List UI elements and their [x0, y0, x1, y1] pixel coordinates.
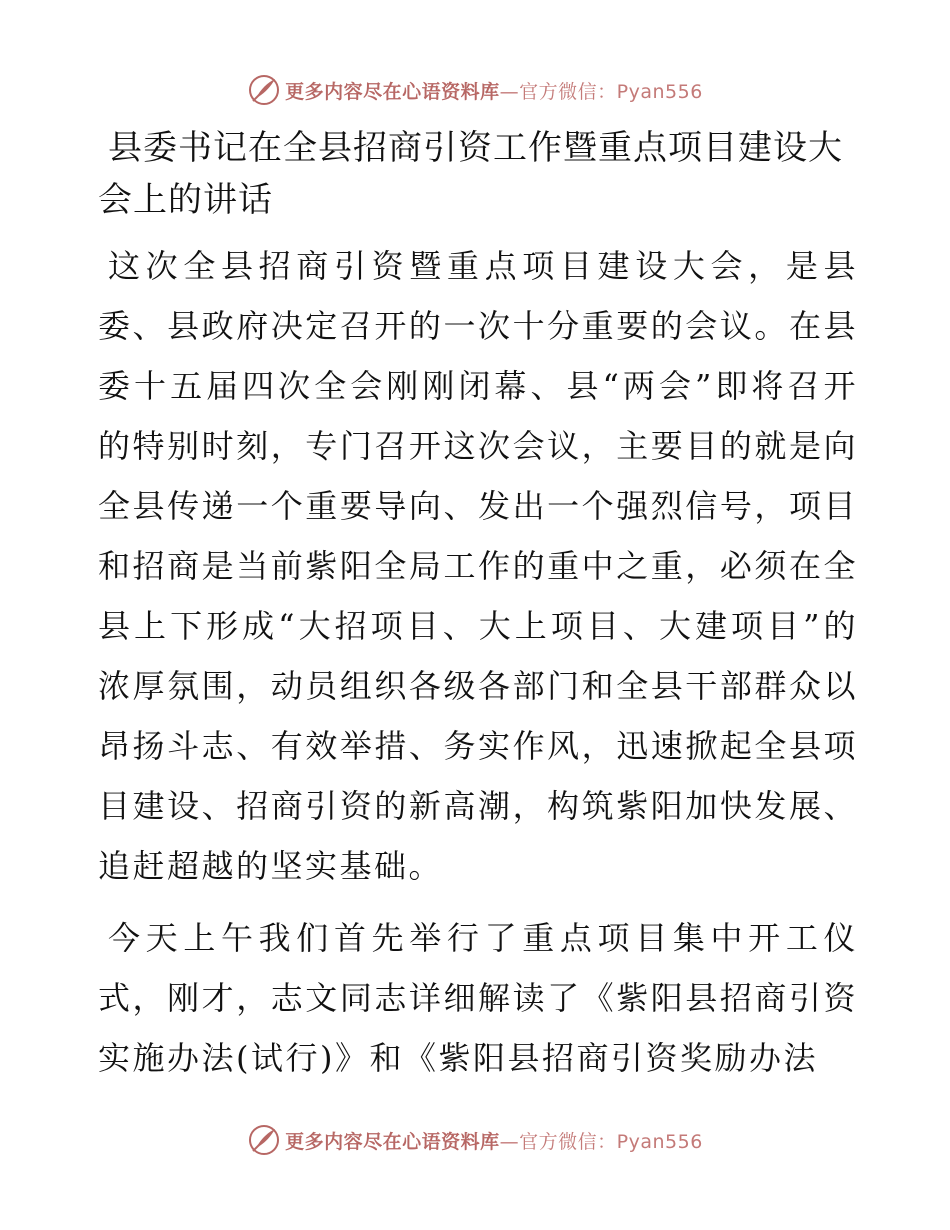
document-title: 县委书记在全县招商引资工作暨重点项目建设大会上的讲话 [98, 128, 843, 220]
document-body [98, 122, 858, 1100]
feather-quill-icon [247, 1123, 281, 1157]
watermark-separator: — [499, 1130, 520, 1153]
watermark-separator: — [499, 80, 520, 103]
watermark-site: 更多内容尽在心语资料库 [285, 1130, 500, 1153]
paragraph-1: 这次全县招商引资暨重点项目建设大会，是县委、县政府决定召开的一次十分重要的会议。在县委十五届四次全会刚刚闭幕、县“两会”即将召开的特别时刻，专门召开这次会议，主要目的就是向全县传递一个重要导向、发出一个强烈信号，项目和招商是当前紫阳全局工作的重中之重，必须在全县上下形成“大招项目、大上项目、大建项目”的浓厚氛围，动员组织各级各部门和全县干部群众以昂扬斗志、有效举措、务实作风，迅速掀起全县项目建设、招商引资的新高潮，构筑紫阳加快发展、追赶超越的坚实基础。 [98, 247, 858, 885]
watermark-site: 更多内容尽在心语资料库 [285, 80, 500, 103]
watermark-footer [0, 1120, 950, 1160]
watermark-contact: 官方微信：Pyan556 [519, 1130, 703, 1153]
paragraph-2: 今天上午我们首先举行了重点项目集中开工仪式，刚才，志文同志详细解读了《紫阳县招商引资实施办法(试行)》和《紫阳县招商引资奖励办法 [98, 919, 858, 1077]
watermark-contact: 官方微信：Pyan556 [519, 80, 703, 103]
watermark-header [0, 70, 950, 110]
feather-quill-icon [247, 73, 281, 107]
